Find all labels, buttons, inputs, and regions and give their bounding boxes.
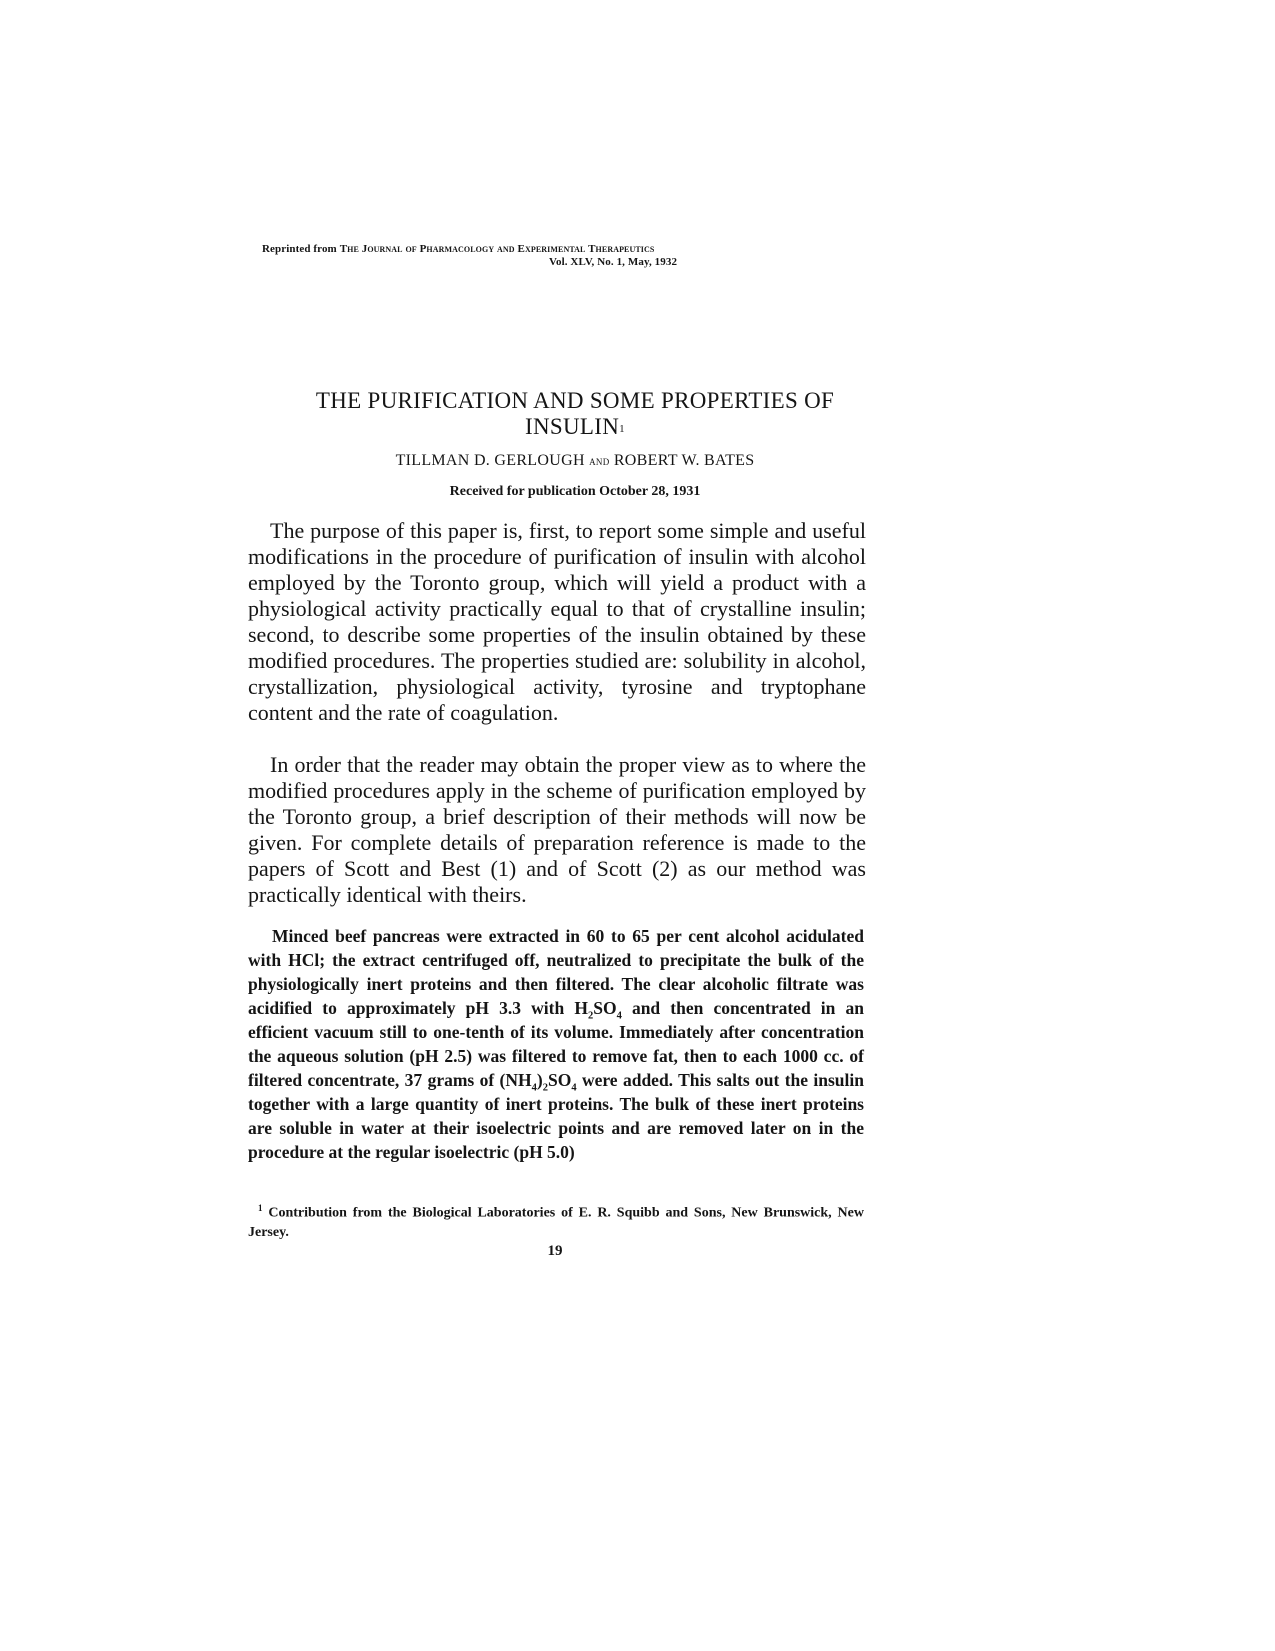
subscript: 4 [531, 1082, 537, 1094]
footnote [248, 1199, 864, 1242]
page-number: 19 [547, 1243, 563, 1259]
article-title [255, 388, 895, 440]
title-footnote-mark: 1 [619, 423, 625, 435]
method-text-a: Minced beef pancreas were extracted in 60 to 65 per cent alcohol acidulated with HCl; the extract centrifuged off, neutralized to precipitate the bulk of the physiologically inert proteins and then filtered. The clear alcoholic filtrate was acidified to approximately pH 3.3 with H [248, 926, 864, 1018]
method-text-b: SO [593, 998, 617, 1018]
method-text-d: ) [536, 1070, 543, 1090]
method-text-e: SO [547, 1070, 572, 1090]
paragraph-method [248, 924, 864, 1164]
title-line-2 [255, 414, 895, 440]
authors-line [255, 452, 895, 470]
author-2: ROBERT W. BATES [613, 452, 755, 469]
paragraph-scheme: In order that the reader may obtain the proper view as to where the modified procedures apply in the scheme of purification employed by the Toronto group, a brief description of their methods will now be given. For complete details of preparation reference is made to the papers of Scott and Best (1) and of Scott (2) as our method was practically identical with theirs. [248, 752, 866, 907]
reprint-line-1 [262, 243, 844, 256]
subscript: 2 [542, 1082, 548, 1094]
method-text-f: were added. This salts out the insulin together with a large quantity of inert proteins. The bulk of these inert proteins are soluble in water at their isoelectric points and are removed later on in the procedure at the regular isoelectric (pH 5.0) [248, 1070, 864, 1162]
received-date: Received for publication October 28, 1931 [449, 484, 701, 499]
paragraph-intro: The purpose of this paper is, first, to report some simple and useful modifications in the procedure of purification of insulin with alcohol employed by the Toronto group, which will yield a product with a physiological activity practically equal to that of crystalline insulin; second, to describe some properties of the insulin obtained by these modified procedures. The properties studied are: solubility in alcohol, crystallization, physiological activity, tyrosine and tryptophane content and the rate of coagulation. [248, 518, 866, 725]
reprint-prefix: Reprinted from [262, 243, 337, 255]
reprint-notice [262, 243, 844, 269]
subscript: 2 [587, 1010, 594, 1022]
journal-name: The Journal of Pharmacology and Experimental Therapeutics [339, 243, 655, 255]
subscript: 4 [616, 1010, 622, 1022]
author-1: TILLMAN D. GERLOUGH [395, 452, 585, 469]
title-line-1: THE PURIFICATION AND SOME PROPERTIES OF [315, 388, 835, 413]
subscript: 4 [571, 1082, 577, 1094]
journal-volume: Vol. XLV, No. 1, May, 1932 [548, 256, 678, 268]
author-conjunction: and [589, 453, 610, 468]
method-text-c: and then concentrated in an efficient vacuum still to one-tenth of its volume. Immediately after concentration the aqueous solution (pH 2.5) was filtered to remove fat, then to each 1000 cc. of filtered concentrate, 37 grams of (NH [248, 998, 865, 1090]
footnote-mark: 1 [258, 1203, 263, 1213]
footnote-text: Contribution from the Biological Laboratories of E. R. Squibb and Sons, New Brunswick, New Jersey. [248, 1205, 864, 1240]
title-word-insulin: INSULIN [525, 414, 620, 439]
